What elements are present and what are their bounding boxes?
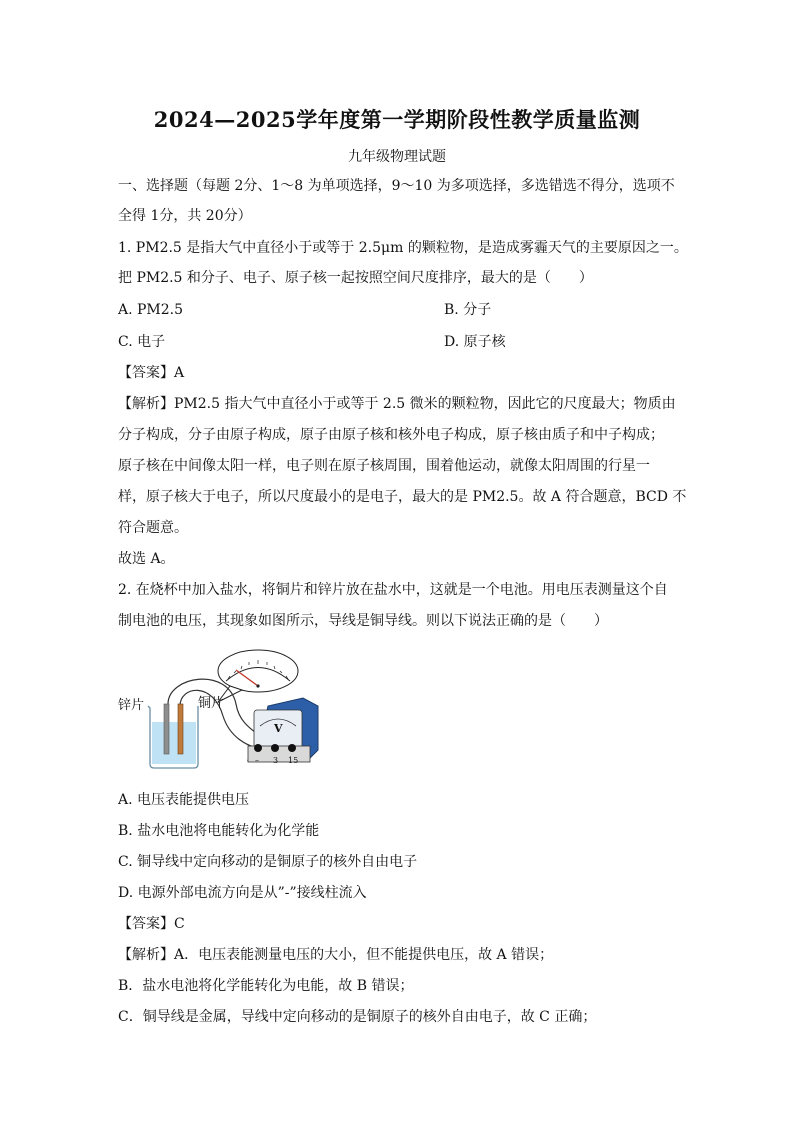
q2-option-c: C. 铜导线中定向移动的是铜原子的核外自由电子 (118, 854, 418, 870)
q1-explanation-line2: 分子构成，分子由原子构成，原子由原子核和核外电子构成，原子核由质子和中子构成； (118, 427, 664, 443)
section-heading-line2: 全得 1分，共 20分） (118, 208, 252, 224)
q2-explanation-a: 【解析】A．电压表能测量电压的大小，但不能提供电压，故 A 错误； (118, 947, 554, 963)
q2-answer: 【答案】C (118, 916, 185, 932)
q1-explanation-line4: 样，原子核大于电子，所以尺度最小的是电子，最大的是 PM2.5。故 A 符合题意，BCD 不 (118, 489, 687, 505)
q2-explanation-b: B．盐水电池将化学能转化为电能，故 B 错误； (118, 978, 414, 994)
q1-option-a: A. PM2.5 (118, 302, 184, 318)
magnified-dial-bubble (218, 650, 298, 702)
q2-stem-line1: 2. 在烧杯中加入盐水，将铜片和锌片放在盐水中，这就是一个电池。用电压表测量这个自 (118, 582, 668, 598)
page-title: 2024—2025学年度第一学期阶段性教学质量监测 (153, 107, 641, 132)
q1-explanation-line5: 符合题意。 (118, 520, 188, 536)
terminal-negative: – (255, 756, 259, 765)
q1-explanation-line3: 原子核在中间像太阳一样，电子则在原子核周围，围着他运动，就像太阳周围的行星一 (118, 458, 650, 474)
copper-plate-label: 铜片 (198, 696, 225, 711)
zinc-plate (164, 704, 169, 754)
terminal-3: 3 (273, 756, 279, 765)
q1-stem-line1: 1. PM2.5 是指大气中直径小于或等于 2.5μm 的颗粒物，是造成雾霾天气的主要原因之一。 (118, 240, 688, 256)
page-subtitle: 九年级物理试题 (348, 149, 446, 165)
copper-plate (178, 704, 183, 754)
q1-explanation-line1: 【解析】PM2.5 指大气中直径小于或等于 2.5 微米的颗粒物，因此它的尺度最大；物质由 (118, 396, 676, 412)
q2-option-d: D. 电源外部电流方向是从”-”接线柱流入 (118, 885, 367, 901)
q1-option-d: D. 原子核 (444, 334, 506, 350)
zinc-plate-label: 锌片 (118, 698, 145, 713)
beaker (148, 704, 198, 768)
terminal-15: 15 (288, 756, 299, 765)
q1-option-b: B. 分子 (444, 302, 492, 318)
q1-answer: 【答案】A (118, 365, 185, 381)
section-heading-line1: 一、选择题（每题 2分、1～8 为单项选择，9～10 为多项选择，多选错选不得分，选项不 (118, 178, 675, 194)
q2-option-a: A. 电压表能提供电压 (118, 792, 250, 808)
q2-circuit-figure (118, 646, 328, 772)
q1-stem-line2: 把 PM2.5 和分子、电子、原子核一起按照空间尺度排序，最大的是（ ） (118, 270, 593, 286)
q2-option-b: B. 盐水电池将电能转化为化学能 (118, 823, 320, 839)
q1-conclusion: 故选 A。 (118, 551, 175, 567)
q2-stem-line2: 制电池的电压，其现象如图所示，导线是铜导线。则以下说法正确的是（ ） (118, 613, 608, 629)
meter-symbol: V (274, 722, 283, 735)
q2-explanation-c: C．铜导线是金属，导线中定向移动的是铜原子的核外自由电子，故 C 正确； (118, 1009, 597, 1025)
q1-option-c: C. 电子 (118, 334, 166, 350)
